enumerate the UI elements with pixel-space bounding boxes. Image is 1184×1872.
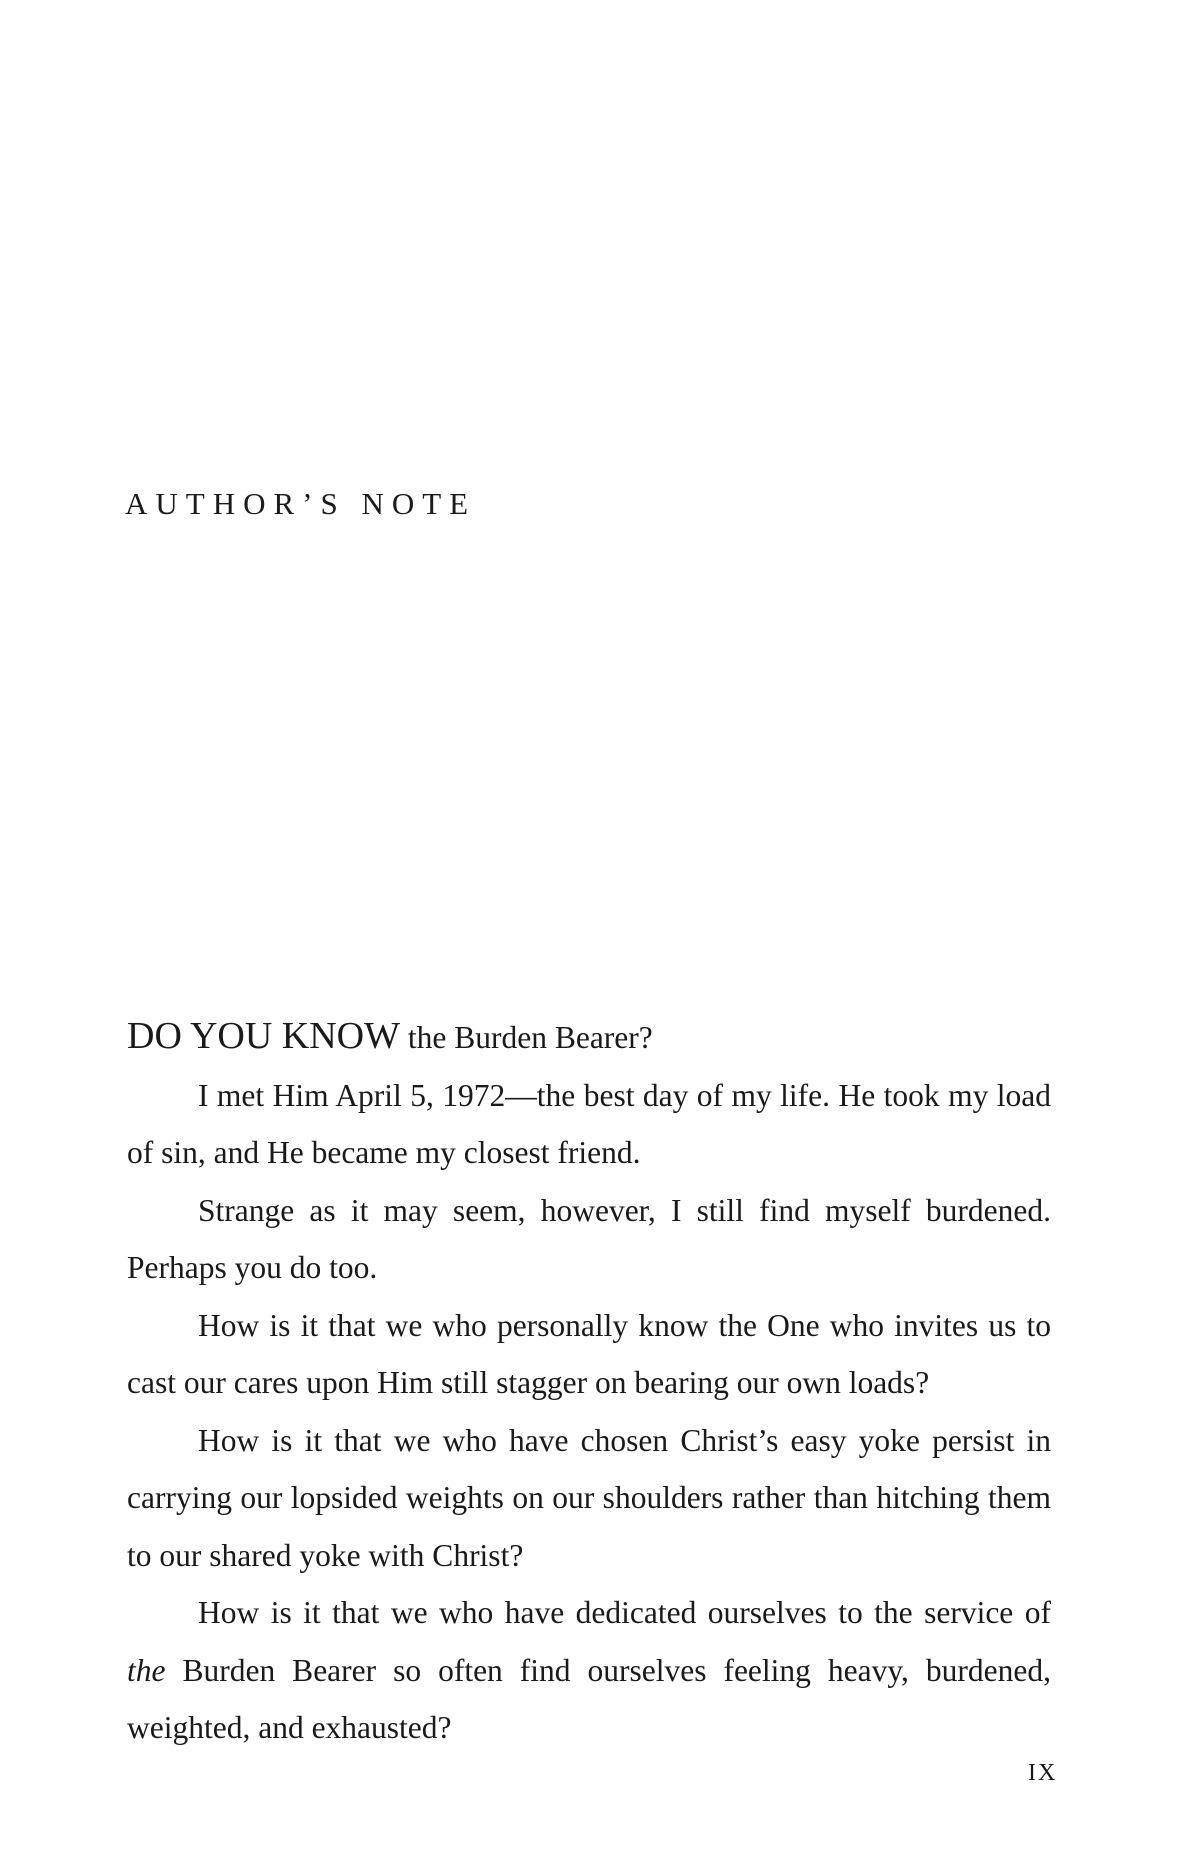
paragraph-6-before: How is it that we who have dedicated ourselves to the service of [198, 1595, 1051, 1630]
body-text [127, 1008, 1051, 1757]
paragraph-5: How is it that we who have chosen Christ’s easy yoke persist in carrying our lopsided weights on our shoulders rather than hitching them to our shared yoke with Christ? [127, 1422, 1051, 1573]
page-number: IX [1028, 1760, 1058, 1786]
paragraph-2: I met Him April 5, 1972—the best day of my life. He took my load of sin, and He became my closest friend. [127, 1077, 1051, 1170]
paragraph-6-emphasis: the [127, 1652, 166, 1688]
paragraph-1 [127, 1008, 1051, 1067]
chapter-title: AUTHOR’S NOTE [125, 486, 477, 521]
paragraph-6-after: Burden Bearer so often find ourselves feeling heavy, burdened, weighted, and exhausted? [127, 1652, 1051, 1745]
paragraph-3: Strange as it may seem, however, I still find myself burdened. Perhaps you do too. [127, 1192, 1051, 1285]
lead-caps: DO YOU KNOW [127, 1015, 400, 1057]
paragraph-6 [127, 1584, 1051, 1757]
paragraph-4: How is it that we who personally know the One who invites us to cast our cares upon Him still stagger on bearing our own loads? [127, 1307, 1051, 1400]
paragraph-1-text: the Burden Bearer? [400, 1020, 653, 1055]
